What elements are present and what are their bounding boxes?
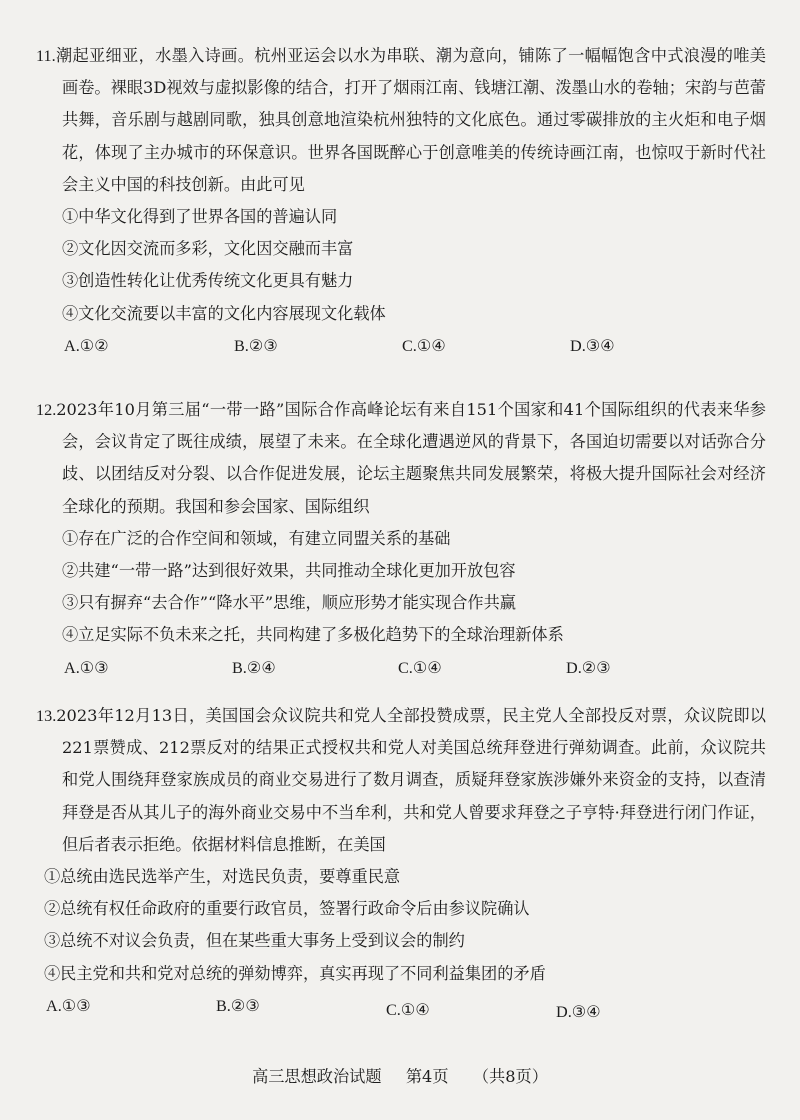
option-d: D.②③ [566, 657, 611, 677]
statement-2: ②文化因交流而多彩，文化因交融而丰富 [62, 239, 354, 259]
footer-page-number: 第4页 [405, 1067, 449, 1086]
option-a: A.①③ [46, 995, 91, 1015]
statement-2: ②总统有权任命政府的重要行政官员，签署行政命令后由参议院确认 [44, 899, 530, 919]
footer-title: 高三思想政治试题 [252, 1067, 382, 1086]
statement-4: ④文化交流要以丰富的文化内容展现文化载体 [62, 303, 386, 323]
question-11 [36, 40, 766, 362]
option-a: A.①③ [64, 657, 109, 677]
option-b: B.②③ [216, 995, 260, 1015]
answer-options [36, 990, 766, 1022]
question-text: 潮起亚细亚，水墨入诗画。杭州亚运会以水为串联、潮为意向，铺陈了一幅幅饱含中式浪漫的唯美画卷。裸眼3D视效与虚拟影像的结合，打开了烟雨江南、钱塘江潮、泼墨山水的卷轴；宋韵与芭蕾共舞，音乐剧与越剧同歌，独具创意地渲染杭州独特的文化底色。通过零碳排放的主火炬和电子烟花，体现了主办城市的环保意识。世界各国既醉心于创意唯美的传统诗画江南，也惊叹于新时代社会主义中国的科技创新。由此可见 [55, 46, 766, 194]
statement-3: ③总统不对议会负责，但在某些重大事务上受到议会的制约 [44, 931, 465, 951]
question-stem [36, 700, 766, 861]
footer-page-total: （共8页） [472, 1067, 548, 1086]
option-b: B.②③ [234, 335, 278, 355]
answer-options [36, 330, 766, 362]
question-number: 13. [36, 707, 57, 725]
statement-4: ④立足实际不负未来之托，共同构建了多极化趋势下的全球治理新体系 [62, 625, 564, 645]
statement-4: ④民主党和共和党对总统的弹劾博弈，真实再现了不同利益集团的矛盾 [44, 963, 546, 983]
option-b: B.②④ [232, 657, 276, 677]
question-text: 2023年10月第三届“一带一路”国际合作高峰论坛有来自151个国家和41个国际组织的代表来华参会，会议肯定了既往成绩，展望了未来。在全球化遭遇逆风的背景下，各国迫切需要以对话弥合分歧、以团结反对分裂、以合作促进发展，论坛主题聚焦共同发展繁荣，将极大提升国际社会对经济全球化的预期。我国和参会国家、国际组织 [56, 400, 766, 516]
question-text: 2023年12月13日，美国国会众议院共和党人全部投赞成票，民主党人全部投反对票，众议院即以221票赞成、212票反对的结果正式授权共和党人对美国总统拜登进行弹劾调查。此前，众议院共和党人围绕拜登家族成员的商业交易进行了数月调查，质疑拜登家族涉嫌外来资金的支持，以查清拜登是否从其儿子的海外商业交易中不当牟利，共和党人曾要求拜登之子亨特·拜登进行闭门作证，但后者表示拒绝。依据材料信息推断，在美国 [56, 706, 766, 854]
statement-3: ③创造性转化让优秀传统文化更具有魅力 [62, 271, 354, 291]
statement-3: ③只有摒弃“去合作”“降水平”思维，顺应形势才能实现合作共赢 [62, 593, 516, 613]
question-number: 11. [36, 47, 56, 65]
statement-1: ①总统由选民选举产生，对选民负责，要尊重民意 [44, 867, 401, 887]
question-13 [36, 700, 766, 1022]
answer-options [36, 652, 766, 684]
option-c: C.①④ [386, 999, 430, 1019]
option-c: C.①④ [398, 657, 442, 677]
statement-2: ②共建“一带一路”达到很好效果，共同推动全球化更加开放包容 [62, 561, 516, 581]
option-d: D.③④ [556, 1001, 601, 1021]
option-a: A.①② [64, 335, 109, 355]
question-number: 12. [36, 401, 57, 419]
option-c: C.①④ [402, 335, 446, 355]
question-12 [36, 394, 766, 684]
option-d: D.③④ [570, 335, 615, 355]
statement-1: ①存在广泛的合作空间和领域，有建立同盟关系的基础 [62, 528, 451, 548]
question-stem [36, 394, 766, 523]
question-stem [36, 40, 766, 201]
statement-1: ①中华文化得到了世界各国的普遍认同 [62, 207, 338, 227]
page-footer [0, 1065, 800, 1089]
